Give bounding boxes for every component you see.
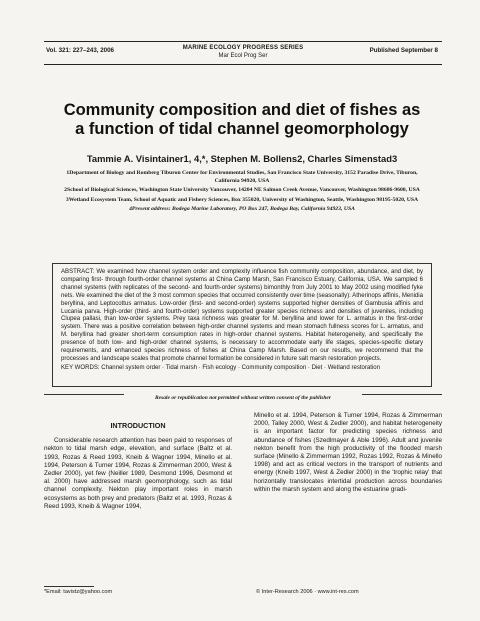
title-line-1: Community composition and diet of fishes as (63, 101, 421, 119)
journal-name: MARINE ECOLOGY PROGRESS SERIES (182, 45, 304, 51)
affiliation-4: 4Present address: Bodega Marine Laboratory, PO Box 247, Bodega Bay, California 94923, USA (129, 206, 355, 213)
intro-paragraph-right: Minello et al. 1994, Peterson & Turner 1994, Rozas & Zimmerman 2000, Talley 2000, West & Zedler 2000), and habitat heterogeneity is an important factor for predicting species richness and abundance of fishes (Szedlmayer & Able 1996). Adult and juvenile nekton benefit from the high productivity of the flooded marsh surface (Minello & Zimmerman 1992, Rozas 1992, Rozas & Minello 1998) and act as critical vectors in the transport of nutrients and energy (Kneib 1997, West & Zedler 2000) in the 'trophic relay' that horizontally translocates intertidal production across boundaries within the marsh system and along the estuarine gradi- (254, 412, 442, 493)
email-footnote: *Email: tavistz@yahoo.com (44, 589, 113, 595)
right-column (254, 412, 442, 494)
section-heading: INTRODUCTION (110, 421, 166, 430)
copyright-notice: © Inter-Research 2006 · www.int-res.com (256, 589, 359, 595)
author-list: Tammie A. Visintainer1, 4,*, Stephen M. Bollens2, Charles Simenstad3 (86, 153, 398, 164)
intro-paragraph-left: Considerable research attention has been paid to responses of nekton to tidal marsh edge, elevation, and surface (Baltz et al. 1993, Rozas & Reed 1993, Kneib & Wagner 1994, Minello et al. 1994, Peterson & Turner 1994, Rozas & Zimmerman 2000, West & Zedler 2000), yet few (Neiller 1989, Desmond 1996, Desmond et al. 2000) have addressed marsh geomorphology, such as tidal channel complexity. Nekton play important roles in marsh ecosystems as both prey and predators (Baltz et al. 1993, Rozas & Reed 1993, Kneib & Wagner 1994, (44, 437, 232, 510)
article-title (40, 101, 444, 139)
abstract-text: ABSTRACT: We examined how channel system order and complexity influence fish community composition, abundance, and diet, by comparing first- through fourth-order channel systems at China Camp Marsh, San Francisco Estuary, California, USA. We sampled 6 channel systems (with replicates of the second- and fourth-order systems) bimonthly from July 2001 to May 2002 using modified fyke nets. We examined the diet of the 3 most common species that occurred consistently over time (seasonally): Atherinops affinis, Menidia beryllina, and Leptocottus armatus. Low-order (first- and second-order) systems supported higher densities of Gambusia affinis and Lucania parva. High-order (third- and fourth-order) systems supported greater species richness and densities of juveniles, including Clupea pallasi, than low-order systems. Prey taxa richness was greater for M. beryllina and lower for L. armatus in the first-order system. There was a positive correlation between high-order channel systems and mean stomach fullness scores for L. armatus, and M. beryllina had greater short-term consumption rates in high-order channel systems. Habitat heterogeneity, and specifically the presence of both low- and high-order channel systems, is necessary to accommodate early life stages, species-specific dietary requirements, and enhanced species richness of fishes at China Camp Marsh. Based on our results, we recommend that the processes and landscape scales that promote channel formation be considered in future salt marsh restoration projects. (61, 269, 423, 362)
keywords: KEY WORDS: Channel system order · Tidal marsh · Fish ecology · Community composition · Diet · Wetland restoration (61, 364, 381, 371)
title-line-2: a function of tidal channel geomorphology (75, 120, 409, 138)
affiliation-2: 2School of Biological Sciences, Washington State University Vancouver, 14204 NE Salmon Creek Avenue, Vancouver, Washington 98686-9600, USA (64, 187, 420, 194)
publication-date: Published September 8 (369, 47, 438, 54)
affiliation-1: 1Department of Biology and Romberg Tiburon Center for Environmental Studies, San Francisco State University, 3152 Paradise Drive, Tiburon, California 94920, USA (66, 170, 418, 184)
journal-header (44, 41, 442, 65)
left-column (44, 422, 232, 511)
volume-info: Vol. 321: 227–243, 2006 (46, 47, 114, 54)
abstract-box (52, 263, 432, 387)
republication-notice: Resale or republication not permitted without written consent of the publisher (154, 395, 332, 401)
affiliations (60, 170, 424, 216)
affiliation-3: 3Wetland Ecosystem Team, School of Aquatic and Fishery Sciences, Box 355020, University of Washington, Seattle, Washington 98195-5020, USA (65, 196, 419, 203)
journal-abbrev: Mar Ecol Prog Ser (218, 52, 268, 59)
footnote-rule (44, 586, 94, 587)
